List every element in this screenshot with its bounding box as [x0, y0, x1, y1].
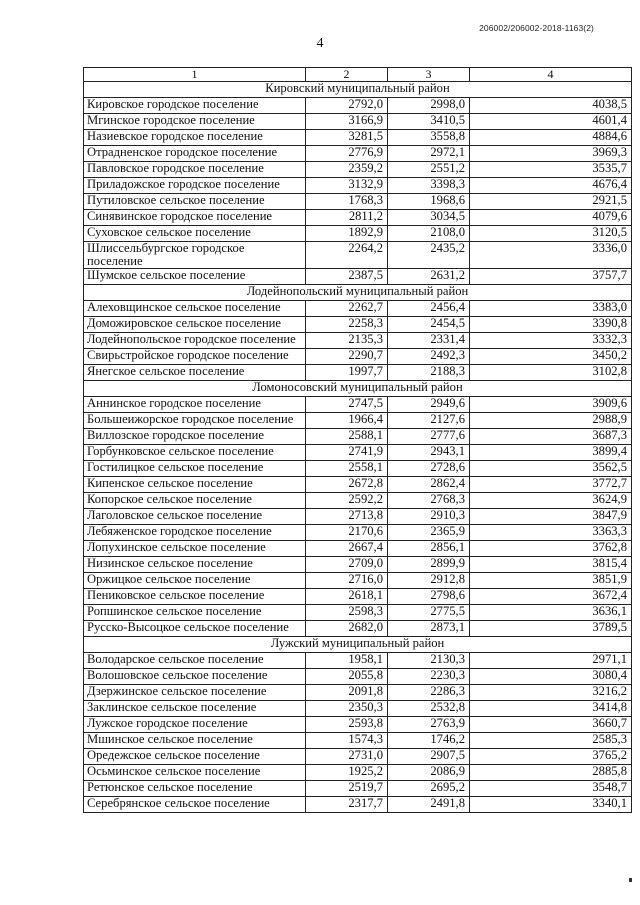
district-header-row — [84, 381, 632, 397]
table-row — [84, 557, 632, 573]
value-cell-col4: 4676,4 — [470, 178, 632, 194]
table-row — [84, 461, 632, 477]
value-cell-col4: 3851,9 — [470, 573, 632, 589]
value-cell-col4: 4079,6 — [470, 210, 632, 226]
value-cell-col4: 3899,4 — [470, 445, 632, 461]
value-cell-col4: 3080,4 — [470, 669, 632, 685]
value-cell-col4: 3535,7 — [470, 162, 632, 178]
table-row — [84, 781, 632, 797]
settlement-name-cell: Копорское сельское поселение — [84, 493, 306, 509]
value-cell-col3: 3034,5 — [388, 210, 470, 226]
value-cell-col3: 2943,1 — [388, 445, 470, 461]
value-cell-col3: 2127,6 — [388, 413, 470, 429]
value-cell-col4: 3765,2 — [470, 749, 632, 765]
settlement-name-cell: Шумское сельское поселение — [84, 269, 306, 285]
settlement-name-cell: Осьминское сельское поселение — [84, 765, 306, 781]
table-row — [84, 493, 632, 509]
value-cell-col2: 2713,8 — [306, 509, 388, 525]
settlement-name-cell: Горбунковское сельское поселение — [84, 445, 306, 461]
settlement-name-cell: Мшинское сельское поселение — [84, 733, 306, 749]
table-row — [84, 269, 632, 285]
table-row — [84, 429, 632, 445]
settlement-name-cell: Шлиссельбургское городское поселение — [84, 242, 306, 269]
table-row — [84, 669, 632, 685]
value-cell-col2: 2350,3 — [306, 701, 388, 717]
value-cell-col4: 3636,1 — [470, 605, 632, 621]
column-header: 1 — [84, 68, 306, 82]
value-cell-col3: 2286,3 — [388, 685, 470, 701]
settlement-name-cell: Алеховщинское сельское поселение — [84, 301, 306, 317]
value-cell-col2: 2135,3 — [306, 333, 388, 349]
scan-mark — [629, 878, 632, 882]
value-cell-col3: 1968,6 — [388, 194, 470, 210]
table-row — [84, 365, 632, 381]
value-cell-col2: 2593,8 — [306, 717, 388, 733]
value-cell-col3: 2130,3 — [388, 653, 470, 669]
settlement-name-cell: Кировское городское поселение — [84, 98, 306, 114]
settlement-name-cell: Оредежское сельское поселение — [84, 749, 306, 765]
table-header-row — [84, 68, 632, 82]
tariff-table — [83, 67, 632, 813]
table-row — [84, 146, 632, 162]
district-name: Кировский муниципальный район — [84, 82, 632, 98]
table-row — [84, 349, 632, 365]
settlement-name-cell: Приладожское городское поселение — [84, 178, 306, 194]
table-row — [84, 397, 632, 413]
value-cell-col2: 3166,9 — [306, 114, 388, 130]
value-cell-col2: 2317,7 — [306, 797, 388, 813]
settlement-name-cell: Ретюнское сельское поселение — [84, 781, 306, 797]
table-row — [84, 717, 632, 733]
value-cell-col2: 1925,2 — [306, 765, 388, 781]
value-cell-col3: 2492,3 — [388, 349, 470, 365]
settlement-name-cell: Путиловское сельское поселение — [84, 194, 306, 210]
table-row — [84, 749, 632, 765]
settlement-name-cell: Володарское сельское поселение — [84, 653, 306, 669]
value-cell-col2: 2618,1 — [306, 589, 388, 605]
settlement-name-cell: Пениковское сельское поселение — [84, 589, 306, 605]
table-row — [84, 226, 632, 242]
value-cell-col3: 2331,4 — [388, 333, 470, 349]
settlement-name-cell: Большеижорское городское поселение — [84, 413, 306, 429]
value-cell-col2: 2667,4 — [306, 541, 388, 557]
district-header-row — [84, 285, 632, 301]
value-cell-col4: 3757,7 — [470, 269, 632, 285]
value-cell-col3: 2551,2 — [388, 162, 470, 178]
settlement-name-cell: Ропшинское сельское поселение — [84, 605, 306, 621]
settlement-name-cell: Виллозское городское поселение — [84, 429, 306, 445]
settlement-name-cell: Свирьстройское городское поселение — [84, 349, 306, 365]
value-cell-col3: 2695,2 — [388, 781, 470, 797]
table-row — [84, 114, 632, 130]
table-row — [84, 701, 632, 717]
settlement-name-cell: Лужское городское поселение — [84, 717, 306, 733]
settlement-name-cell: Гостилицкое сельское поселение — [84, 461, 306, 477]
value-cell-col4: 3772,7 — [470, 477, 632, 493]
value-cell-col3: 2798,6 — [388, 589, 470, 605]
value-cell-col2: 2258,3 — [306, 317, 388, 333]
table-row — [84, 509, 632, 525]
value-cell-col4: 2921,5 — [470, 194, 632, 210]
value-cell-col3: 2907,5 — [388, 749, 470, 765]
table-row — [84, 541, 632, 557]
value-cell-col3: 2728,6 — [388, 461, 470, 477]
value-cell-col2: 2262,7 — [306, 301, 388, 317]
table-row — [84, 653, 632, 669]
value-cell-col3: 2086,9 — [388, 765, 470, 781]
value-cell-col4: 3762,8 — [470, 541, 632, 557]
value-cell-col3: 2912,8 — [388, 573, 470, 589]
table-row — [84, 242, 632, 269]
settlement-name-cell: Дзержинское сельское поселение — [84, 685, 306, 701]
value-cell-col3: 2873,1 — [388, 621, 470, 637]
tariff-table-body — [84, 68, 632, 813]
value-cell-col2: 2776,9 — [306, 146, 388, 162]
settlement-name-cell: Янегское сельское поселение — [84, 365, 306, 381]
value-cell-col4: 3687,3 — [470, 429, 632, 445]
table-row — [84, 765, 632, 781]
value-cell-col4: 4884,6 — [470, 130, 632, 146]
value-cell-col4: 3562,5 — [470, 461, 632, 477]
value-cell-col4: 3660,7 — [470, 717, 632, 733]
value-cell-col3: 2775,5 — [388, 605, 470, 621]
table-row — [84, 797, 632, 813]
settlement-name-cell: Мгинское городское поселение — [84, 114, 306, 130]
value-cell-col3: 2435,2 — [388, 242, 470, 269]
settlement-name-cell: Доможировское сельское поселение — [84, 317, 306, 333]
value-cell-col2: 2592,2 — [306, 493, 388, 509]
value-cell-col4: 3548,7 — [470, 781, 632, 797]
value-cell-col3: 2949,6 — [388, 397, 470, 413]
value-cell-col2: 1997,7 — [306, 365, 388, 381]
value-cell-col2: 2709,0 — [306, 557, 388, 573]
value-cell-col3: 2972,1 — [388, 146, 470, 162]
value-cell-col2: 2519,7 — [306, 781, 388, 797]
settlement-name-cell: Синявинское городское поселение — [84, 210, 306, 226]
value-cell-col2: 2598,3 — [306, 605, 388, 621]
value-cell-col3: 2491,8 — [388, 797, 470, 813]
value-cell-col4: 4601,4 — [470, 114, 632, 130]
table-row — [84, 733, 632, 749]
value-cell-col2: 2811,2 — [306, 210, 388, 226]
value-cell-col4: 3363,3 — [470, 525, 632, 541]
value-cell-col2: 1892,9 — [306, 226, 388, 242]
value-cell-col4: 3847,9 — [470, 509, 632, 525]
settlement-name-cell: Кипенское сельское поселение — [84, 477, 306, 493]
value-cell-col2: 2741,9 — [306, 445, 388, 461]
settlement-name-cell: Волошовское сельское поселение — [84, 669, 306, 685]
value-cell-col2: 2091,8 — [306, 685, 388, 701]
value-cell-col3: 2777,6 — [388, 429, 470, 445]
value-cell-col3: 2899,9 — [388, 557, 470, 573]
value-cell-col2: 2170,6 — [306, 525, 388, 541]
value-cell-col4: 2885,8 — [470, 765, 632, 781]
table-row — [84, 477, 632, 493]
table-row — [84, 317, 632, 333]
value-cell-col4: 3815,4 — [470, 557, 632, 573]
value-cell-col4: 2971,1 — [470, 653, 632, 669]
document-reference-number: 206002/206002-2018-1163(2) — [479, 23, 594, 33]
value-cell-col4: 3909,6 — [470, 397, 632, 413]
column-header: 2 — [306, 68, 388, 82]
value-cell-col4: 3216,2 — [470, 685, 632, 701]
value-cell-col3: 2188,3 — [388, 365, 470, 381]
value-cell-col2: 2716,0 — [306, 573, 388, 589]
value-cell-col3: 2532,8 — [388, 701, 470, 717]
value-cell-col4: 3340,1 — [470, 797, 632, 813]
settlement-name-cell: Аннинское городское поселение — [84, 397, 306, 413]
settlement-name-cell: Лодейнопольское городское поселение — [84, 333, 306, 349]
value-cell-col4: 3672,4 — [470, 589, 632, 605]
value-cell-col2: 3281,5 — [306, 130, 388, 146]
value-cell-col2: 1966,4 — [306, 413, 388, 429]
value-cell-col4: 3789,5 — [470, 621, 632, 637]
table-row — [84, 605, 632, 621]
settlement-name-cell: Суховское сельское поселение — [84, 226, 306, 242]
value-cell-col2: 1958,1 — [306, 653, 388, 669]
table-row — [84, 573, 632, 589]
settlement-name-cell: Русско-Высоцкое сельское поселение — [84, 621, 306, 637]
settlement-name-cell: Серебрянское сельское поселение — [84, 797, 306, 813]
value-cell-col4: 3450,2 — [470, 349, 632, 365]
value-cell-col4: 3624,9 — [470, 493, 632, 509]
value-cell-col2: 2672,8 — [306, 477, 388, 493]
value-cell-col2: 2264,2 — [306, 242, 388, 269]
value-cell-col3: 2454,5 — [388, 317, 470, 333]
table-row — [84, 413, 632, 429]
value-cell-col2: 3132,9 — [306, 178, 388, 194]
value-cell-col3: 1746,2 — [388, 733, 470, 749]
value-cell-col4: 3336,0 — [470, 242, 632, 269]
value-cell-col4: 2988,9 — [470, 413, 632, 429]
district-header-row — [84, 637, 632, 653]
district-header-row — [84, 82, 632, 98]
settlement-name-cell: Оржицкое сельское поселение — [84, 573, 306, 589]
settlement-name-cell: Заклинское сельское поселение — [84, 701, 306, 717]
settlement-name-cell: Отрадненское городское поселение — [84, 146, 306, 162]
value-cell-col3: 2108,0 — [388, 226, 470, 242]
value-cell-col3: 2998,0 — [388, 98, 470, 114]
table-row — [84, 589, 632, 605]
table-row — [84, 445, 632, 461]
settlement-name-cell: Назиевское городское поселение — [84, 130, 306, 146]
value-cell-col2: 2055,8 — [306, 669, 388, 685]
settlement-name-cell: Лебяженское городское поселение — [84, 525, 306, 541]
value-cell-col2: 1768,3 — [306, 194, 388, 210]
value-cell-col2: 2747,5 — [306, 397, 388, 413]
settlement-name-cell: Павловское городское поселение — [84, 162, 306, 178]
table-row — [84, 525, 632, 541]
value-cell-col3: 2230,3 — [388, 669, 470, 685]
value-cell-col2: 2290,7 — [306, 349, 388, 365]
value-cell-col3: 2862,4 — [388, 477, 470, 493]
district-name: Лужский муниципальный район — [84, 637, 632, 653]
value-cell-col2: 2588,1 — [306, 429, 388, 445]
value-cell-col2: 2682,0 — [306, 621, 388, 637]
district-name: Ломоносовский муниципальный район — [84, 381, 632, 397]
table-row — [84, 210, 632, 226]
value-cell-col3: 3410,5 — [388, 114, 470, 130]
district-name: Лодейнопольский муниципальный район — [84, 285, 632, 301]
value-cell-col3: 2910,3 — [388, 509, 470, 525]
table-row — [84, 301, 632, 317]
value-cell-col3: 3558,8 — [388, 130, 470, 146]
value-cell-col2: 1574,3 — [306, 733, 388, 749]
value-cell-col4: 3969,3 — [470, 146, 632, 162]
value-cell-col3: 2763,9 — [388, 717, 470, 733]
settlement-name-cell: Низинское сельское поселение — [84, 557, 306, 573]
settlement-name-cell: Лаголовское сельское поселение — [84, 509, 306, 525]
table-row — [84, 333, 632, 349]
value-cell-col3: 2365,9 — [388, 525, 470, 541]
page-number: 4 — [316, 36, 324, 51]
value-cell-col3: 2631,2 — [388, 269, 470, 285]
table-row — [84, 162, 632, 178]
value-cell-col2: 2731,0 — [306, 749, 388, 765]
value-cell-col3: 3398,3 — [388, 178, 470, 194]
value-cell-col3: 2856,1 — [388, 541, 470, 557]
value-cell-col4: 3332,3 — [470, 333, 632, 349]
value-cell-col4: 3102,8 — [470, 365, 632, 381]
table-row — [84, 130, 632, 146]
value-cell-col3: 2456,4 — [388, 301, 470, 317]
value-cell-col2: 2359,2 — [306, 162, 388, 178]
table-row — [84, 194, 632, 210]
value-cell-col2: 2387,5 — [306, 269, 388, 285]
value-cell-col2: 2558,1 — [306, 461, 388, 477]
column-header: 3 — [388, 68, 470, 82]
table-row — [84, 178, 632, 194]
value-cell-col4: 3120,5 — [470, 226, 632, 242]
value-cell-col4: 3383,0 — [470, 301, 632, 317]
table-row — [84, 685, 632, 701]
value-cell-col4: 3414,8 — [470, 701, 632, 717]
column-header: 4 — [470, 68, 632, 82]
value-cell-col4: 4038,5 — [470, 98, 632, 114]
table-row — [84, 98, 632, 114]
table-row — [84, 621, 632, 637]
value-cell-col2: 2792,0 — [306, 98, 388, 114]
value-cell-col4: 2585,3 — [470, 733, 632, 749]
settlement-name-cell: Лопухинское сельское поселение — [84, 541, 306, 557]
value-cell-col4: 3390,8 — [470, 317, 632, 333]
value-cell-col3: 2768,3 — [388, 493, 470, 509]
